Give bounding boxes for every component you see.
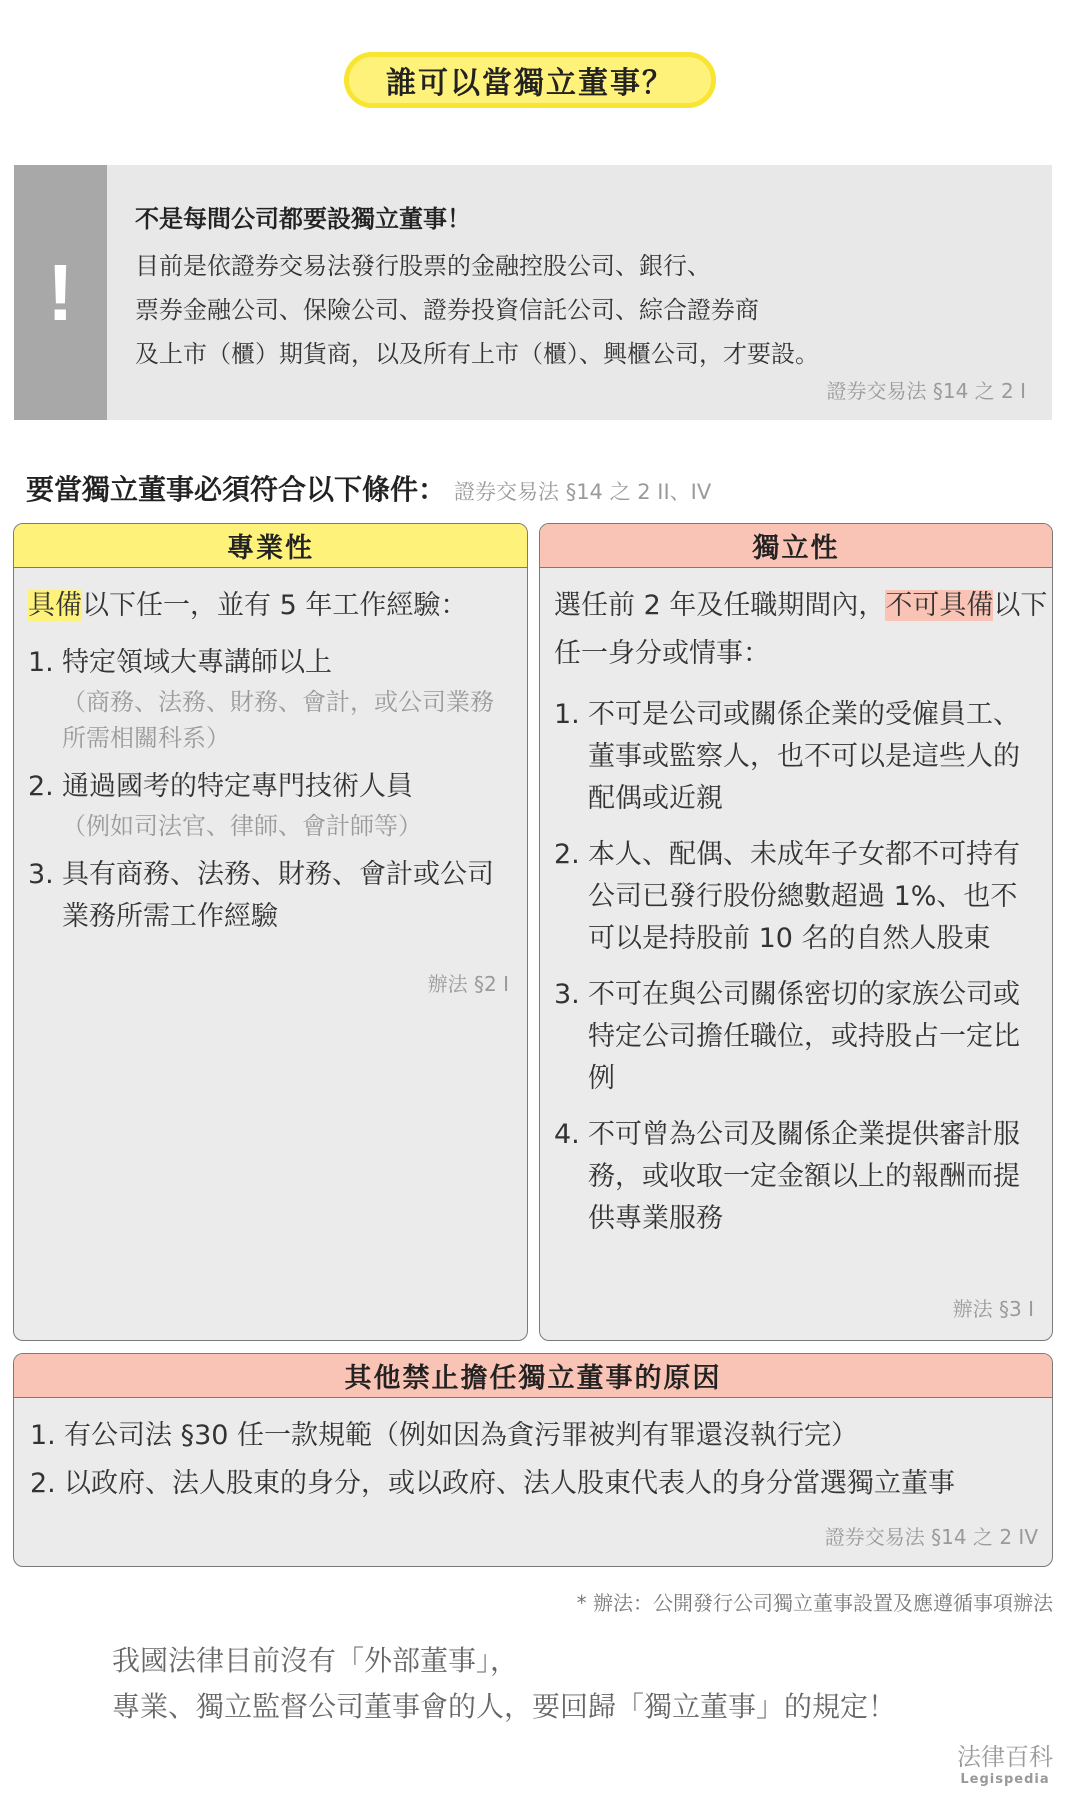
independence-title: 獨立性 (540, 524, 1052, 568)
item-text: 本人、配偶、未成年子女都不可持有公司已發行股份總數超過 1%、也不可以是持股前 10 名的自然人股東 (588, 839, 1020, 954)
list-item (554, 1114, 1038, 1240)
item-text: 有公司法 §30 任一款規範（例如因為貪污罪被判有罪還沒執行完） (64, 1420, 859, 1451)
other-reasons-card (13, 1353, 1053, 1567)
independence-card (539, 523, 1053, 1341)
notice-line: 票券金融公司、保險公司、證券投資信託公司、綜合證券商 (135, 296, 759, 324)
item-text: 具有商務、法務、財務、會計或公司業務所需工作經驗 (62, 859, 494, 932)
item-number: 2. (28, 771, 54, 802)
other-reasons-list (14, 1398, 1052, 1508)
professional-citation: 辦法 §2 I (427, 972, 509, 996)
notice-line: 及上市（櫃）期貨商，以及所有上市（櫃）、興櫃公司，才要設。 (135, 340, 819, 368)
professional-card (13, 523, 528, 1341)
item-text: 不可是公司或關係企業的受僱員工、董事或監察人，也不可以是這些人的配偶或近親 (588, 699, 1020, 814)
highlight-text: 具備 (28, 590, 82, 621)
independence-citation: 辦法 §3 I (952, 1297, 1034, 1321)
list-item (28, 642, 513, 756)
brand-name-en: Legispedia (960, 1772, 1050, 1787)
item-number: 2. (554, 839, 580, 870)
item-note: （商務、法務、財務、會計，或公司業務所需相關科系） (62, 688, 494, 752)
list-item (30, 1412, 1038, 1460)
list-item (554, 834, 1038, 960)
independence-intro (540, 568, 1052, 678)
item-number: 1. (554, 699, 580, 730)
list-item (554, 694, 1038, 820)
notice-box (14, 165, 1052, 420)
other-reasons-title: 其他禁止擔任獨立董事的原因 (14, 1354, 1052, 1398)
closing-line: 我國法律目前沒有「外部董事」， (112, 1644, 519, 1677)
footnote: * 辦法：公開發行公司獨立董事設置及應遵循事項辦法 (576, 1591, 1053, 1615)
item-number: 3. (28, 859, 54, 890)
notice-heading: 不是每間公司都要設獨立董事！ (135, 205, 471, 233)
brand-name: 法律百科 (957, 1743, 1053, 1771)
requirements-heading (26, 468, 711, 508)
other-reasons-body (14, 1398, 1052, 1566)
requirements-title: 要當獨立董事必須符合以下條件： (26, 473, 447, 506)
intro-text: 選任前 2 年及任職期間內， (554, 590, 886, 621)
item-text: 以政府、法人股東的身分，或以政府、法人股東代表人的身分當選獨立董事 (64, 1468, 955, 1499)
other-reasons-citation: 證券交易法 §14 之 2 IV (824, 1525, 1038, 1549)
list-item (28, 854, 513, 938)
closing-line: 專業、獨立監督公司董事會的人，要回歸「獨立董事」的規定！ (112, 1690, 897, 1723)
list-item (28, 766, 513, 844)
highlight-text: 不可具備 (885, 590, 994, 621)
item-number: 1. (28, 647, 54, 678)
item-text: 不可在與公司關係密切的家族公司或特定公司擔任職位，或持股占一定比例 (588, 979, 1020, 1094)
brand-logo (957, 1742, 1053, 1787)
item-note: （例如司法官、律師、會計師等） (62, 812, 422, 840)
list-item (554, 974, 1038, 1100)
professional-list (14, 630, 527, 938)
item-text: 特定領域大專講師以上 (62, 647, 332, 678)
notice-body (107, 165, 1052, 420)
requirements-citation: 證券交易法 §14 之 2 II、IV (454, 480, 712, 504)
item-text: 不可曾為公司及關係企業提供審計服務，或收取一定金額以上的報酬而提供專業服務 (588, 1119, 1020, 1234)
professional-intro (14, 568, 527, 630)
notice-citation: 證券交易法 §14 之 2 I (826, 379, 1026, 403)
independence-list (540, 678, 1052, 1240)
item-number: 3. (554, 979, 580, 1010)
list-item (30, 1460, 1038, 1508)
closing-statement (112, 1638, 896, 1730)
independence-body (540, 568, 1052, 1340)
item-number: 4. (554, 1119, 580, 1150)
professional-title: 專業性 (14, 524, 527, 568)
notice-bar (14, 165, 107, 420)
exclamation-icon: ! (47, 247, 74, 337)
page-title: 誰可以當獨立董事？ (344, 52, 716, 108)
professional-body (14, 568, 527, 1340)
intro-text: 以下任一身分或情事： (554, 590, 1048, 669)
item-number: 1. (30, 1420, 56, 1451)
intro-text: 以下任一，並有 5 年工作經驗： (82, 590, 468, 621)
item-number: 2. (30, 1468, 56, 1499)
item-text: 通過國考的特定專門技術人員 (62, 771, 413, 802)
notice-line: 目前是依證券交易法發行股票的金融控股公司、銀行、 (135, 252, 711, 280)
